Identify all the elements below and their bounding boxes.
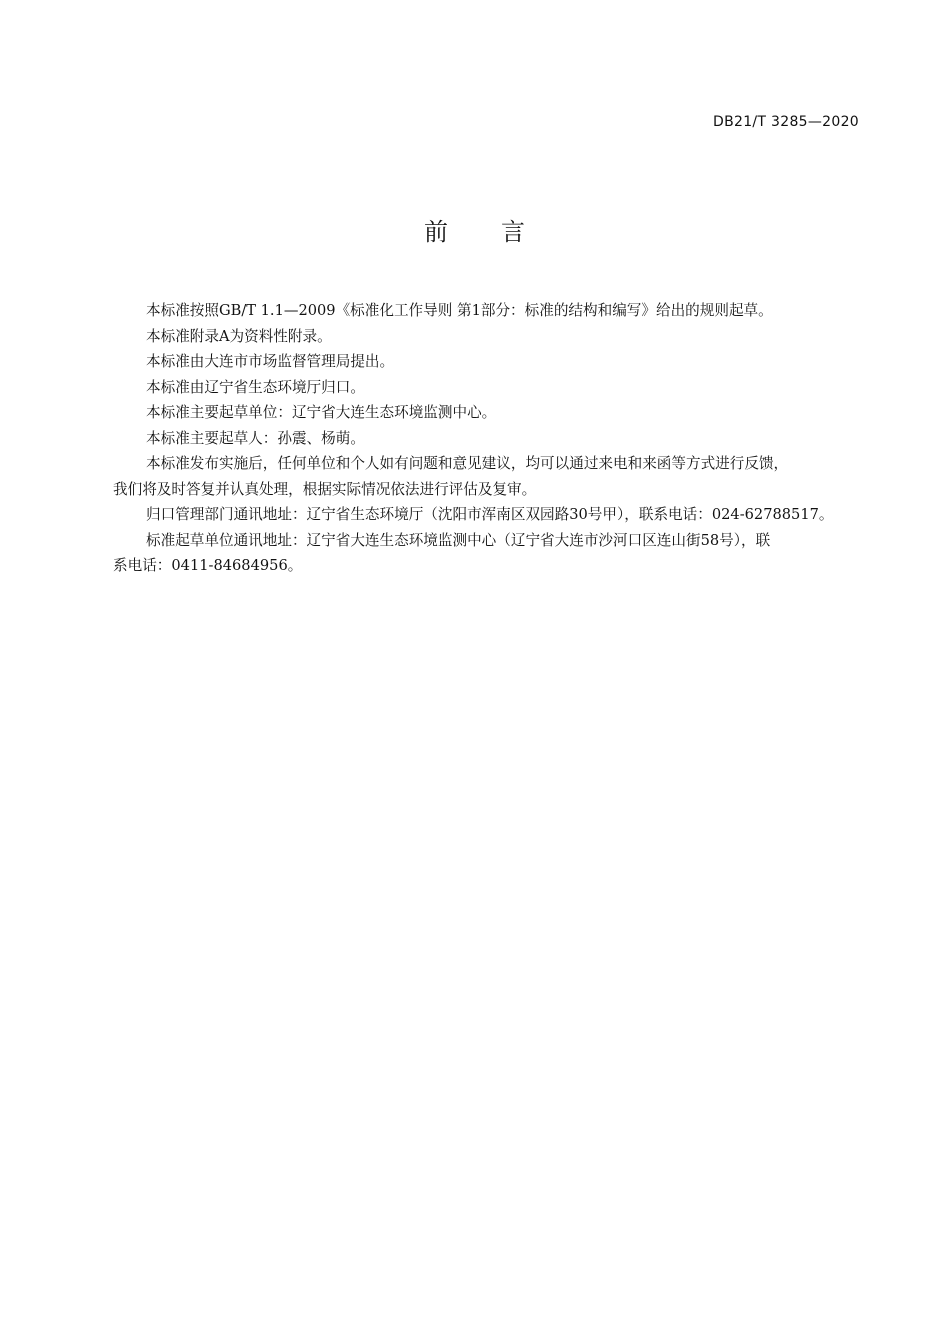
paragraph-feedback-line1: 本标准发布实施后，任何单位和个人如有问题和意见建议，均可以通过来电和来函等方式进行反馈， (146, 455, 789, 472)
paragraph-appendix: 本标准附录A为资料性附录。 (146, 327, 332, 345)
paragraph-drafter-contact-line1: 标准起草单位通讯地址：辽宁省大连生态环境监测中心（辽宁省大连市沙河口区连山街58号），联 (146, 531, 771, 549)
paragraph-drafting-unit: 本标准主要起草单位：辽宁省大连生态环境监测中心。 (146, 404, 497, 421)
paragraph-drafter-contact-line2: 系电话：0411-84684956。 (113, 557, 303, 574)
paragraph-drafters: 本标准主要起草人：孙震、杨萌。 (146, 429, 365, 447)
page-title (0, 212, 950, 247)
paragraph-drafting-rules: 本标准按照GB/T 1.1—2009《标准化工作导则 第1部分：标准的结构和编写》给出的规则起草。 (146, 302, 773, 319)
paragraph-feedback-line2: 我们将及时答复并认真处理，根据实际情况依法进行评估及复审。 (113, 480, 537, 498)
paragraph-proposer: 本标准由大连市市场监督管理局提出。 (146, 353, 395, 370)
paragraph-admin-contact: 归口管理部门通讯地址：辽宁省生态环境厅（沈阳市浑南区双园路30号甲），联系电话：024-62788517。 (146, 506, 834, 523)
title-char-2: 言 (501, 218, 526, 246)
document-code: DB21/T 3285—2020 (713, 114, 859, 130)
paragraph-centralized-unit: 本标准由辽宁省生态环境厅归口。 (146, 378, 365, 396)
title-char-1: 前 (424, 218, 449, 246)
foreword-body (113, 298, 863, 579)
